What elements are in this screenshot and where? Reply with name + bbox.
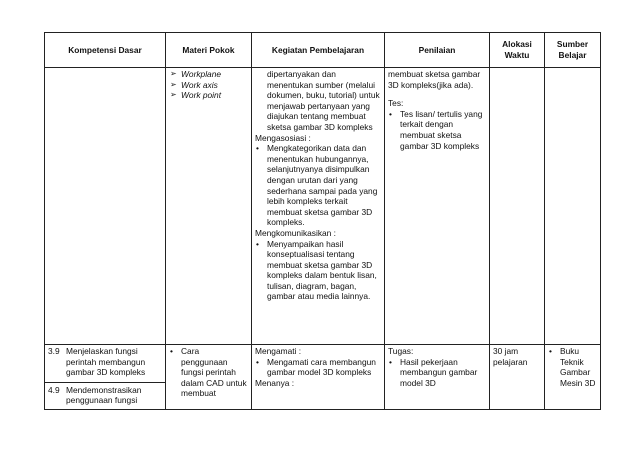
list-item: • Menyampaikan hasil konseptualisasi tentang membuat sketsa gambar 3D kompleks dalam bentuk lisan, tulisan, diagram, bagan, gambar atau media lainnya. <box>256 238 377 302</box>
tes-label: Tes: <box>388 98 404 109</box>
kegiatan-intro: dipertanyakan dan menentukan sumber (melalui dokumen, buku, tutorial) untuk menjawab pertanyaan yang diajukan tentang membuat sketsa gambar 3D kompleks <box>267 69 380 132</box>
kd-item <box>45 382 165 406</box>
table-row <box>45 345 601 410</box>
mengamati-label: Mengamati : <box>255 346 302 356</box>
penilaian-cell <box>385 345 490 410</box>
tugas-list <box>388 357 486 389</box>
header-kegiatan-pembelajaran: Kegiatan Pembelajaran <box>252 33 385 68</box>
list-item: ➢ Workplane <box>170 69 222 79</box>
materi-list <box>169 69 248 101</box>
header-alokasi-waktu: Alokasi Waktu <box>490 33 545 68</box>
curriculum-table <box>44 32 601 410</box>
header-row <box>45 33 601 68</box>
alokasi-cell <box>490 68 545 345</box>
bullet-icon: • <box>256 143 259 154</box>
penilaian-cell <box>385 68 490 345</box>
bullet-icon: • <box>549 346 552 356</box>
bullet-icon: • <box>256 238 259 249</box>
mengasosiasi-list <box>255 143 381 228</box>
tugas-label: Tugas: <box>388 346 414 356</box>
arrow-bullet-icon: ➢ <box>170 69 177 78</box>
kd-item <box>48 346 162 378</box>
materi-cell <box>166 68 252 345</box>
bullet-icon: • <box>256 356 259 367</box>
bullet-icon: • <box>170 346 173 356</box>
list-item: • Buku Teknik Gambar Mesin 3D <box>549 346 596 388</box>
sumber-list <box>548 346 597 388</box>
kd-cell <box>45 345 166 410</box>
mengkomunikasikan-label: Mengkomunikasikan : <box>255 227 336 238</box>
materi-list <box>169 346 248 399</box>
kegiatan-cell <box>252 345 385 410</box>
list-item: • Mengkategorikan data dan menentukan hubungannya, selanjutnyanya disimpulkan dengan urutan dari yang sederhana sampai pada yang lebih kompleks terkait membuat sketsa gambar 3D kompleks. <box>256 143 378 228</box>
list-item: • Cara penggunaan fungsi perintah dalam CAD untuk membuat <box>170 346 247 399</box>
list-item: • Mengamati cara membangun gambar model 3D kompleks <box>256 356 376 378</box>
mengasosiasi-label: Mengasosiasi : <box>255 132 311 143</box>
table-row <box>45 68 601 345</box>
header-penilaian: Penilaian <box>385 33 490 68</box>
mengkomunikasikan-list <box>255 239 381 303</box>
bullet-icon: • <box>389 108 392 119</box>
bullet-icon: • <box>389 356 392 367</box>
mengamati-list <box>255 357 381 378</box>
list-item: ➢ Work axis <box>170 79 218 90</box>
kd-number: 3.9 <box>48 346 60 356</box>
tes-list <box>388 109 486 151</box>
arrow-bullet-icon: ➢ <box>170 79 177 89</box>
list-item: • Hasil pekerjaan membangun gambar model 3D <box>389 356 478 388</box>
alokasi-text: 30 jam pelajaran <box>493 346 528 367</box>
penilaian-intro: membuat sketsa gambar 3D kompleks(jika ada). <box>388 69 481 90</box>
arrow-bullet-icon: ➢ <box>170 90 177 100</box>
materi-cell <box>166 345 252 410</box>
header-materi-pokok: Materi Pokok <box>166 33 252 68</box>
sumber-cell <box>545 68 601 345</box>
header-kompetensi-dasar: Kompetensi Dasar <box>45 33 166 68</box>
sumber-cell <box>545 345 601 410</box>
kd-number: 4.9 <box>48 384 60 395</box>
alokasi-cell <box>490 345 545 410</box>
kd-text: Mendemonstrasikan penggunaan fungsi <box>66 384 142 406</box>
header-sumber-belajar: Sumber Belajar <box>545 33 601 68</box>
menanya-label: Menanya : <box>255 377 295 388</box>
list-item: • Tes lisan/ tertulis yang terkait dengan membuat sketsa gambar 3D kompleks <box>389 108 483 151</box>
kd-cell <box>45 68 166 345</box>
kegiatan-cell <box>252 68 385 345</box>
kd-text: Menjelaskan fungsi perintah membangun gambar 3D kompleks <box>66 346 146 378</box>
list-item: ➢ Work point <box>170 90 222 101</box>
